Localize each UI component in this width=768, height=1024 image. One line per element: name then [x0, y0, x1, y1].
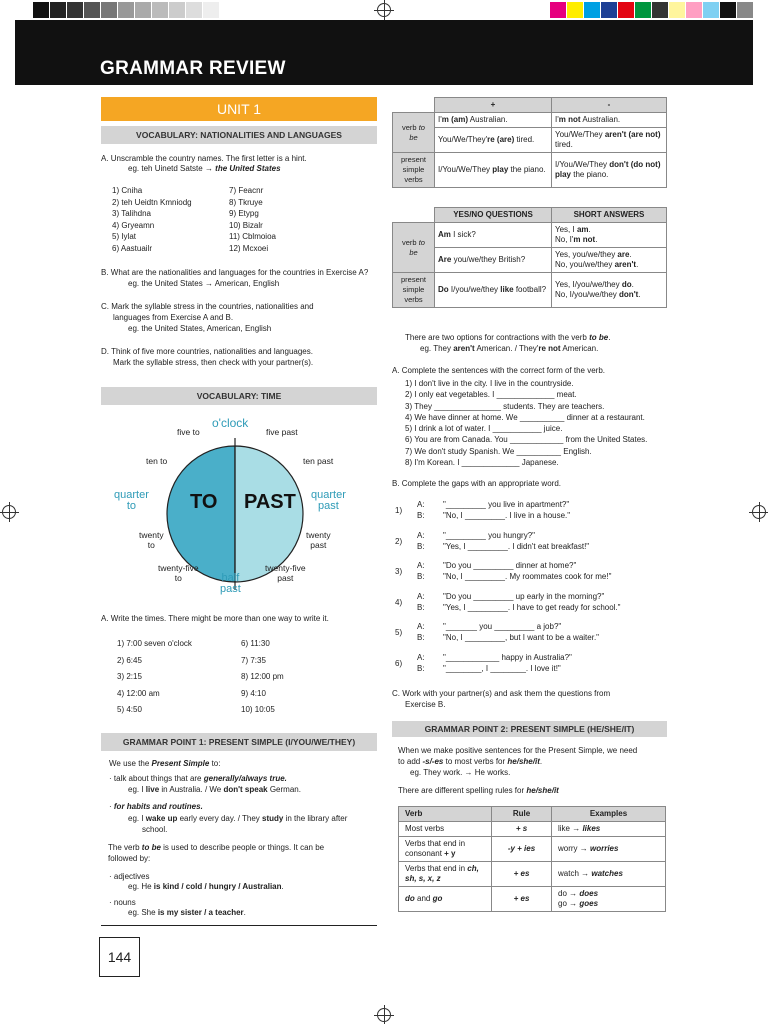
gp1-adjectives-example: eg. He is kind / cold / hungry / Australian. — [128, 882, 284, 891]
gp1-adjectives: · adjectives — [109, 872, 150, 881]
clock-label-half-past: half past — [220, 572, 241, 595]
scrambled-word: 1) Cniha — [112, 186, 143, 195]
dialog-speaker-a: A: — [417, 622, 425, 631]
vocab-A: A. Unscramble the country names. The first letter is a hint. — [101, 154, 307, 163]
table1-cell: I'm (am) Australian. — [435, 113, 552, 128]
scrambled-word: 12) Mcxoei — [229, 243, 269, 253]
clock-label-quarter-to: quarter to — [114, 489, 149, 512]
dialog-line-a: "_______ you _________ a job?" — [443, 622, 562, 631]
dialog-number: 5) — [395, 628, 403, 637]
gp1-tobe-1: The verb to be is used to describe people or things. It can be — [108, 843, 325, 852]
time-item: 3) 2:15 — [117, 672, 142, 681]
gp1-intro: We use the Present Simple to: — [109, 759, 221, 768]
spelling-cell: do → does go → goes — [552, 887, 666, 912]
gp1-bullet-1-example: eg. I live in Australia. / We don't speak German. — [128, 785, 301, 794]
dialog-speaker-a: A: — [417, 561, 425, 570]
exercise-C-line-2: Exercise B. — [405, 700, 446, 709]
clock-past-half — [235, 446, 303, 582]
table2-questions-header: YES/NO QUESTIONS — [435, 208, 552, 223]
exercise-B-title: B. Complete the gaps with an appropriate word. — [392, 479, 561, 488]
spelling-cell: Verbs that end in consonant + y — [399, 837, 492, 862]
time-item: 10) 10:05 — [241, 705, 275, 714]
gp1-bullet-2-example: eg. I wake up early every day. / They study in the library after — [128, 814, 348, 823]
word-list-right — [229, 185, 276, 254]
spelling-cell: do and go — [399, 887, 492, 912]
exercise-A-item: 7) We don't study Spanish. We __________ English. — [405, 446, 592, 456]
unit-banner: UNIT 1 — [101, 97, 377, 121]
vocab-nationalities-bar: VOCABULARY: NATIONALITIES AND LANGUAGES — [101, 126, 377, 144]
registration-mark-right — [752, 505, 766, 519]
table1-cell: I/You/We/They play the piano. — [435, 153, 552, 188]
exercise-A-item: 5) I drink a lot of water. I ___________ juice. — [405, 424, 563, 434]
time-exercise-A: A. Write the times. There might be more than one way to write it. — [101, 614, 329, 623]
clock-label-past: PAST — [244, 491, 296, 513]
vocab-time-bar: VOCABULARY: TIME — [101, 387, 377, 405]
dialog-line-a: "____________ happy in Australia?" — [443, 652, 572, 662]
gp1-tobe-2: followed by: — [108, 854, 151, 863]
scrambled-word: 11) Cblmoioa — [229, 232, 276, 241]
clock-to-half — [167, 446, 235, 582]
time-item: 1) 7:00 seven o'clock — [117, 639, 192, 648]
exercise-A-items — [405, 378, 647, 468]
dialog-line-b: "________, I ________. I love it!" — [443, 663, 561, 673]
gp1-bullet-2-example-2: school. — [142, 825, 168, 834]
clock-label-ten-past: ten past — [303, 456, 334, 466]
spelling-cell: -y + ies — [492, 837, 552, 862]
dialog-line-a: "_________ you hungry?" — [443, 530, 535, 540]
clock-label-twenty-to: twenty to — [139, 530, 164, 550]
dialog-number: 1) — [395, 506, 403, 515]
contractions-line-1: There are two options for contractions with the verb to be. — [405, 333, 611, 342]
time-item: 2) 6:45 — [117, 655, 142, 665]
exercise-A-item: 3) They _______________ students. They are teachers. — [405, 401, 605, 411]
exercise-A-item: 4) We have dinner at home. We __________ dinner at a restaurant. — [405, 412, 645, 422]
exercise-C-line-1: C. Work with your partner(s) and ask them the questions from — [392, 689, 611, 698]
clock-label-oclock: o'clock — [212, 416, 249, 430]
scrambled-word: 8) Tkruye — [229, 197, 263, 207]
dialog-speaker-b: B: — [417, 633, 425, 642]
time-item: 7) 7:35 — [241, 655, 266, 665]
clock-label-ten-to: ten to — [146, 456, 168, 466]
table2-cell: Yes, I am. No, I'm not. — [552, 223, 667, 248]
table2-answers-header: SHORT ANSWERS — [552, 208, 667, 223]
clock-label-quarter-past: quarter past — [311, 489, 346, 512]
table2-cell: Are you/we/they British? — [435, 248, 552, 273]
dialog-line-a: "_________ you live in apartment?" — [443, 500, 570, 509]
table2-cell: Yes, you/we/they are. No, you/we/they aren't. — [552, 248, 667, 273]
dialog-speaker-b: B: — [417, 663, 425, 673]
vocab-D1: D. Think of five more countries, nationalities and languages. — [101, 347, 313, 356]
dialog-line-b: "Yes, I _________. I didn't eat breakfast!" — [443, 541, 590, 551]
dialog-speaker-b: B: — [417, 572, 425, 581]
gp1-nouns: · nouns — [109, 898, 136, 907]
scrambled-word: 5) Iylat — [112, 232, 137, 241]
table2-cell: Do I/you/we/they like football? — [435, 273, 552, 308]
table2-cell: Yes, I/you/we/they do. No, I/you/we/they don't. — [552, 273, 667, 308]
scrambled-word: 2) teh Ueidtn Kmniodg — [112, 197, 192, 207]
dialog-speaker-a: A: — [417, 500, 425, 509]
table1-plus-header: + — [435, 98, 552, 113]
gp1-bullet-2: · for habits and routines. — [109, 802, 203, 811]
exercise-A-item: 1) I don't live in the city. I live in the countryside. — [405, 379, 574, 388]
table1-label-present-simple: present simple verbs — [393, 153, 435, 188]
table2-label-verb-to-be: verb to be — [393, 223, 435, 273]
scrambled-word: 7) Feacnr — [229, 186, 264, 195]
table1-cell: You/We/They aren't (are not) tired. — [552, 128, 667, 153]
exercise-A-item: 6) You are from Canada. You ____________ from the United States. — [405, 435, 648, 445]
grammar-point-2-bar: GRAMMAR POINT 2: PRESENT SIMPLE (HE/SHE/IT) — [392, 721, 667, 737]
times-left — [117, 636, 192, 719]
page-title: GRAMMAR REVIEW — [100, 58, 286, 79]
contractions-line-2: eg. They aren't American. / They're not American. — [420, 344, 599, 353]
clock-label-to: TO — [190, 491, 218, 513]
spelling-cell: worry → worries — [552, 837, 666, 862]
dialog-speaker-a: A: — [417, 591, 425, 601]
dialog-number: 2) — [395, 536, 403, 546]
clock-label-five-to: five to — [177, 427, 200, 437]
times-right — [241, 636, 284, 719]
time-item: 4) 12:00 am — [117, 688, 160, 698]
spelling-cell: + es — [492, 887, 552, 912]
dialog-line-a: "Do you _________ up early in the morning?" — [443, 591, 605, 601]
table2-cell: Am I sick? — [435, 223, 552, 248]
dialog-line-b: "No, I _________, but I want to be a waiter." — [443, 633, 600, 642]
spelling-header-examples: Examples — [552, 807, 666, 822]
exercise-A-item: 2) I only eat vegetables. I _____________ meat. — [405, 390, 577, 400]
table1-cell: I/You/We/They don't (do not) play the piano. — [552, 153, 667, 188]
scrambled-word: 10) Bizalr — [229, 220, 263, 230]
registration-mark-top — [377, 3, 391, 17]
page-number: 144 — [99, 937, 140, 977]
dialog-line-b: "No, I _________. I live in a house." — [443, 511, 571, 520]
spelling-header-rule: Rule — [492, 807, 552, 822]
gp2-line-2: to add -s/-es to most verbs for he/she/it. — [398, 757, 543, 766]
vocab-A-example: eg. teh Uinetd Satste → the United States — [128, 164, 281, 173]
table1-minus-header: - — [552, 98, 667, 113]
dialog-speaker-a: A: — [417, 652, 425, 662]
vocab-B-example: eg. the United States → American, English — [128, 279, 280, 288]
dialog-line-b: "No, I _________. My roommates cook for me!" — [443, 572, 612, 581]
grammar-table-affirm-neg — [392, 97, 667, 188]
spelling-cell: + es — [492, 862, 552, 887]
gp1-bullet-1: · talk about things that are generally/always true. — [109, 774, 287, 783]
table1-cell: You/We/They're (are) tired. — [435, 128, 552, 153]
exercise-A-title: A. Complete the sentences with the correct form of the verb. — [392, 366, 605, 375]
clock-label-twenty-past: twenty past — [306, 530, 331, 550]
time-item: 8) 12:00 pm — [241, 672, 284, 681]
scrambled-word: 3) Talihdna — [112, 209, 151, 218]
spelling-cell: Verbs that end in ch, sh, s, x, z — [399, 862, 492, 887]
table1-label-verb-to-be: verb to be — [393, 113, 435, 153]
spelling-cell: + s — [492, 822, 552, 837]
grammar-table-questions — [392, 207, 667, 308]
table1-cell: I'm not Australian. — [552, 113, 667, 128]
dialog-number: 4) — [395, 597, 403, 607]
table2-label-present-simple: present simple verbs — [393, 273, 435, 308]
spelling-rules-table — [398, 806, 666, 912]
time-item: 5) 4:50 — [117, 705, 142, 714]
dialog-line-a: "Do you _________ dinner at home?" — [443, 561, 577, 570]
scrambled-word: 6) Aastuailr — [112, 243, 153, 253]
vocab-C-example: eg. the United States, American, English — [128, 324, 272, 333]
dialog-speaker-b: B: — [417, 511, 425, 520]
footer-rule — [101, 925, 377, 926]
word-list-left — [112, 185, 192, 254]
clock-label-twentyfive-past: twenty-five past — [265, 563, 306, 583]
spelling-cell: watch → watches — [552, 862, 666, 887]
scrambled-word: 9) Etypg — [229, 209, 259, 218]
registration-mark-bottom — [377, 1008, 391, 1022]
spelling-header-verb: Verb — [399, 807, 492, 822]
vocab-D2: Mark the syllable stress, then check with your partner(s). — [113, 358, 314, 367]
dialog-speaker-b: B: — [417, 602, 425, 612]
spelling-cell: Most verbs — [399, 822, 492, 837]
registration-mark-left — [2, 505, 16, 519]
gp1-nouns-example: eg. She is my sister / a teacher. — [128, 908, 246, 917]
clock-label-twentyfive-to: twenty-five to — [158, 563, 199, 583]
gp2-line-3: eg. They work. → He works. — [410, 768, 511, 777]
dialog-number: 3) — [395, 567, 403, 576]
exercise-A-item: 8) I'm Korean. I _____________ Japanese. — [405, 458, 559, 468]
gp2-line-4: There are different spelling rules for he/she/it — [398, 786, 559, 795]
gp2-line-1: When we make positive sentences for the Present Simple, we need — [398, 746, 638, 755]
time-item: 9) 4:10 — [241, 688, 266, 698]
clock-label-five-past: five past — [266, 427, 298, 437]
scrambled-word: 4) Gryeamn — [112, 220, 155, 230]
dialog-number: 6) — [395, 658, 403, 668]
dialog-speaker-a: A: — [417, 530, 425, 540]
vocab-C2: languages from Exercise A and B. — [113, 313, 234, 322]
time-item: 6) 11:30 — [241, 639, 270, 648]
vocab-B: B. What are the nationalities and languages for the countries in Exercise A? — [101, 268, 369, 277]
dialog-speaker-b: B: — [417, 541, 425, 551]
vocab-C1: C. Mark the syllable stress in the countries, nationalities and — [101, 302, 314, 311]
spelling-cell: like → likes — [552, 822, 666, 837]
dialog-line-b: "Yes, I _________. I have to get ready for school." — [443, 602, 621, 612]
grammar-point-1-bar: GRAMMAR POINT 1: PRESENT SIMPLE (I/YOU/WE/THEY) — [101, 733, 377, 751]
